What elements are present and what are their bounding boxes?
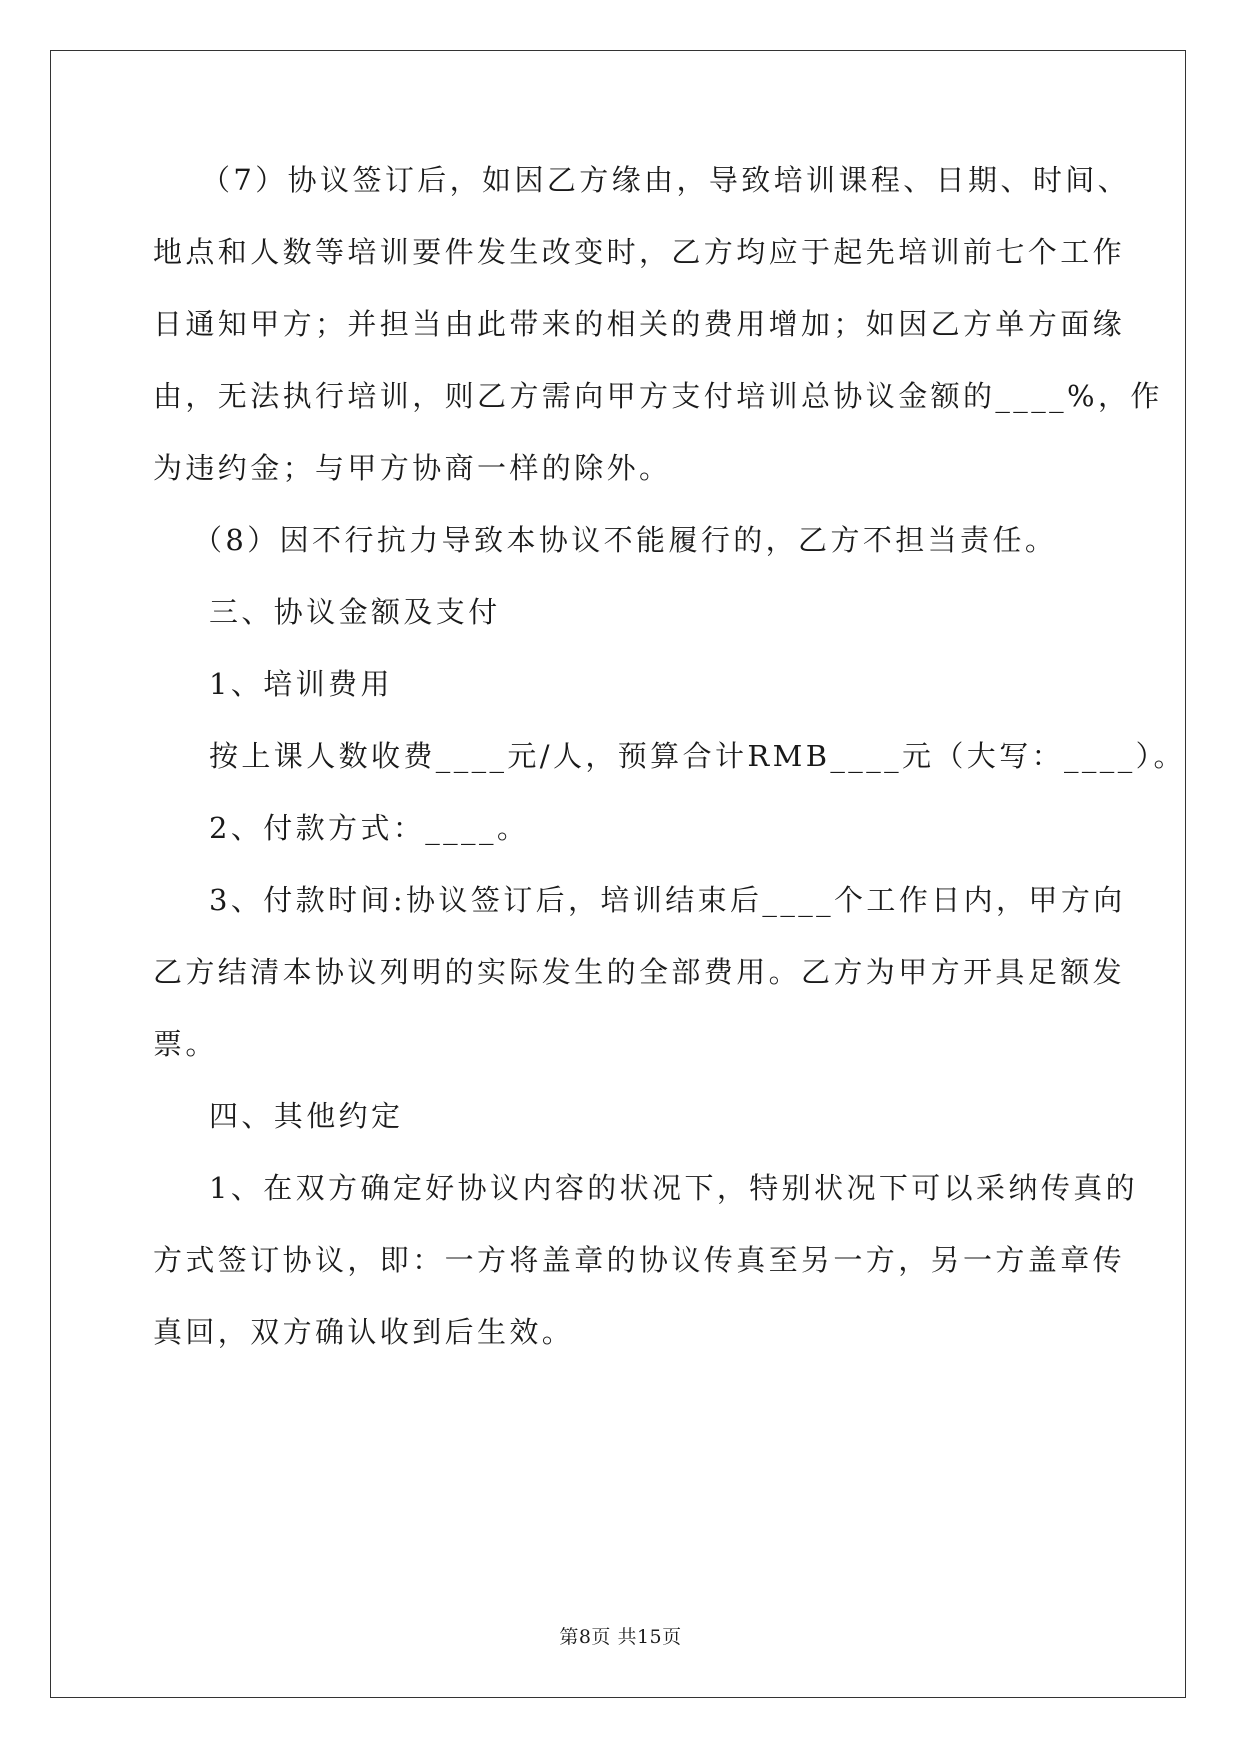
section-heading: 三、协议金额及支付	[209, 595, 501, 629]
text-line: 2、付款方式：____。	[209, 811, 530, 845]
subsection-heading: 1、培训费用	[209, 667, 393, 701]
text-line: 地点和人数等培训要件发生改变时，乙方均应于起先培训前七个工作	[153, 235, 1126, 269]
text-line: 方式签订协议，即：一方将盖章的协议传真至另一方，另一方盖章传	[153, 1243, 1126, 1277]
text-line: 真回，双方确认收到后生效。	[153, 1315, 575, 1349]
section-heading: 四、其他约定	[209, 1099, 404, 1133]
text-line: 3、付款时间:协议签订后，培训结束后____个工作日内，甲方向	[209, 883, 1126, 917]
text-line: 票。	[153, 1027, 218, 1061]
text-line: 按上课人数收费____元/人，预算合计RMB____元（大写：____）。	[209, 739, 1186, 773]
text-line: 乙方结清本协议列明的实际发生的全部费用。乙方为甲方开具足额发	[153, 955, 1126, 989]
page-border	[50, 50, 1186, 1698]
text-line: 1、在双方确定好协议内容的状况下，特别状况下可以采纳传真的	[209, 1171, 1139, 1205]
text-line: 日通知甲方；并担当由此带来的相关的费用增加；如因乙方单方面缘	[153, 307, 1126, 341]
text-line: 为违约金；与甲方协商一样的除外。	[153, 451, 672, 485]
page-number-footer: 第8页 共15页	[559, 1626, 682, 1648]
text-line: 由，无法执行培训，则乙方需向甲方支付培训总协议金额的____%，作	[153, 379, 1163, 413]
text-line: （7）协议签订后，如因乙方缘由，导致培训课程、日期、时间、	[201, 163, 1131, 197]
text-line: （8）因不行抗力导致本协议不能履行的，乙方不担当责任。	[193, 523, 1058, 557]
